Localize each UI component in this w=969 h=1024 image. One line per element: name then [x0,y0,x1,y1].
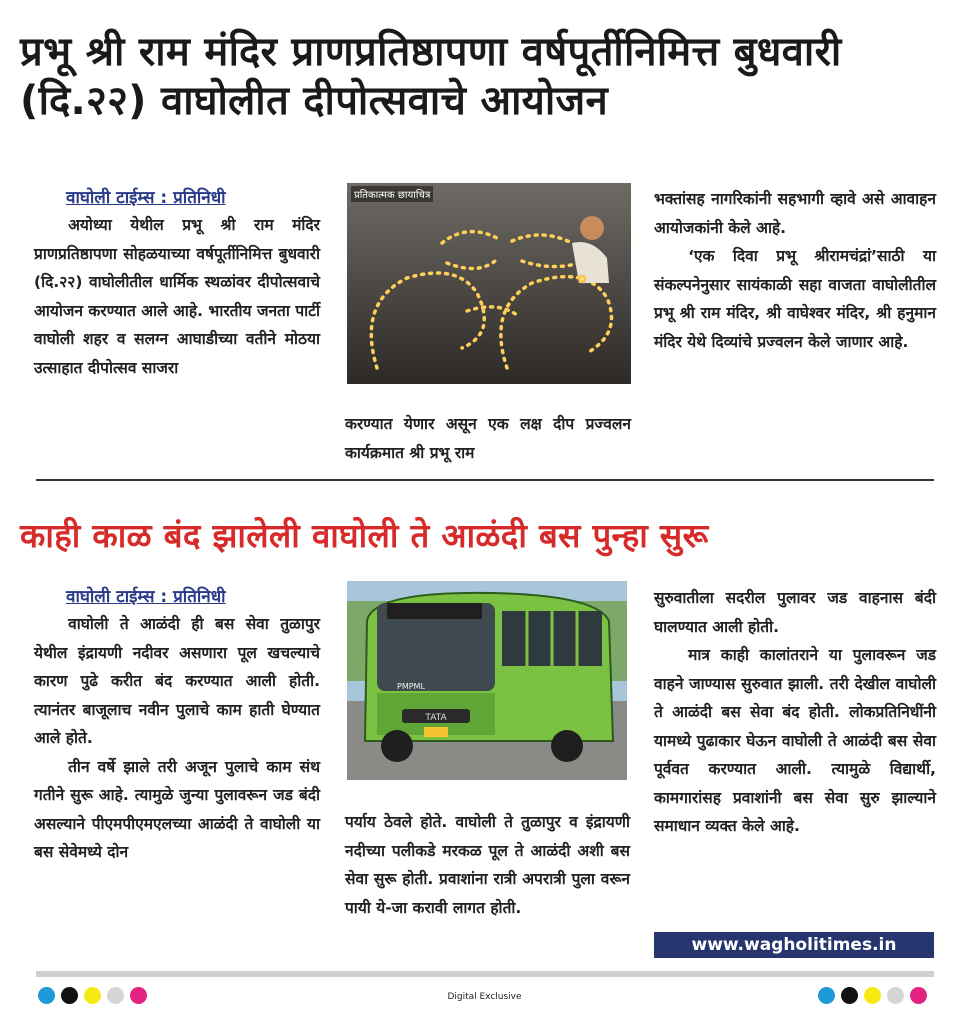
article1-col3-para1: भक्तांसह नागरिकांनी सहभागी व्हावे असे आवाहन आयोजकांनी केले आहे. [654,190,936,237]
article2-col3-para1: सुरुवातीला सदरील पुलावर जड वाहनास बंदी घालण्यात आली होती. [654,589,936,636]
section-divider [36,479,934,481]
article1-column-2 [345,410,631,470]
article2-col1-para2: तीन वर्षे झाले तरी अजून पुलाचे काम संथ गतीने सुरू आहे. त्यामुळे जुन्या पुलावरून जड बंदी असल्याने पीएमपीएमएलच्या आळंदी ते वाघोली या बस सेवेमध्ये दोन [34,757,320,861]
pmpml-bus-illustration [347,581,627,780]
color-dots-right [818,987,927,1004]
article1-photo-diyas [347,183,631,384]
dot-magenta [910,987,927,1004]
article2-col3-para2: मात्र काही कालांतराने या पुलावरून जड वाहने जाण्यास सुरुवात झाली. तरी देखील वाघोली ते आळंदी बस सेवा बंद होती. लोकप्रतिनिधींनी यामध्ये पुढाकार घेऊन वाघोली ते आळंदी बस सेवा पूर्ववत करण्यात आली. त्यामुळे विद्यार्थी, कामगारांसह प्रवाशांनी बस सेवा सुरु झाल्याने समाधान व्यक्त केले आहे. [654,646,936,835]
bus-brand-label: TATA [425,713,447,723]
article2-col1-para1: वाघोली ते आळंदी ही बस सेवा तुळापुर येथील इंद्रायणी नदीवर असणारा पूल खचल्याचे कारण पुढे करीत बंद करण्यात आली होती. त्यानंतर बाजूलाच नवीन पुलाचे काम हाती घेण्यात आले होते. [34,615,320,747]
article2-photo-bus [347,581,627,780]
article1-column-3 [654,185,936,475]
article1-headline: प्रभू श्री राम मंदिर प्राणप्रतिष्ठापणा वर्षपूर्तीनिमित्त बुधवारी (दि.२२) वाघोलीत दीपोत्सवाचे आयोजन [20,29,842,124]
footer-label: Digital Exclusive [447,992,522,1002]
bus-pmpml-label: PMPML [397,682,425,691]
article2-col2-text: पर्याय ठेवले होते. वाघोली ते तुळापुर व इंद्रायणी नदीच्या पलीकडे मरकळ पूल ते आळंदी अशी बस सेवा सुरू होती. प्रवाशांना रात्री अपरात्री पुला वरून पायी ये-जा करावी लागत होती. [345,813,630,917]
article1-col2-text: करण्यात येणार असून एक लक्ष दीप प्रज्वलन कार्यक्रमात श्री प्रभू राम [345,415,631,462]
article2-headline: काही काळ बंद झालेली वाघोली ते आळंदी बस पुन्हा सुरू [20,516,709,555]
dot-cyan [818,987,835,1004]
website-banner[interactable]: www.wagholitimes.in [654,932,934,958]
dot-yellow [864,987,881,1004]
article2-column-2 [345,808,630,968]
article1-byline: वाघोली टाईम्स : प्रतिनिधी [66,188,226,208]
dot-gray [887,987,904,1004]
article1-col1-text: अयोध्या येथील प्रभू श्री राम मंदिर प्राणप्रतिष्ठापणा सोहळयाच्या वर्षपूर्तीनिमित्त बुधवारी (दि.२२) वाघोलीतील धार्मिक स्थळांवर दीपोत्सवाचे आयोजन करण्यात आले आहे. भारतीय जनता पार्टी वाघोली शहर व सलग्न आघाडीच्या वतीने मोठया उत्साहात दीपोत्सव साजरा [34,216,320,377]
article2-column-3 [654,584,936,929]
diya-lamps-illustration [347,183,631,384]
footer-bar [36,971,934,977]
article1-col3-para2: ‘एक दिवा प्रभू श्रीरामचंद्रां’साठी या संकल्पनेनुसार सायंकाळी सहा वाजता वाघोलीतील प्रभू श्री राम मंदिर, श्री वाघेश्वर मंदिर, श्री हनुमान मंदिर येथे दिव्यांचे प्रज्वलन केले जाणार आहे. [654,247,936,351]
article1-photo-caption: प्रतिकात्मक छायाचित्र [351,186,433,202]
article2-byline: वाघोली टाईम्स : प्रतिनिधी [66,587,226,607]
dot-black [841,987,858,1004]
article1-column-1 [34,185,320,475]
article2-column-1 [34,584,320,964]
